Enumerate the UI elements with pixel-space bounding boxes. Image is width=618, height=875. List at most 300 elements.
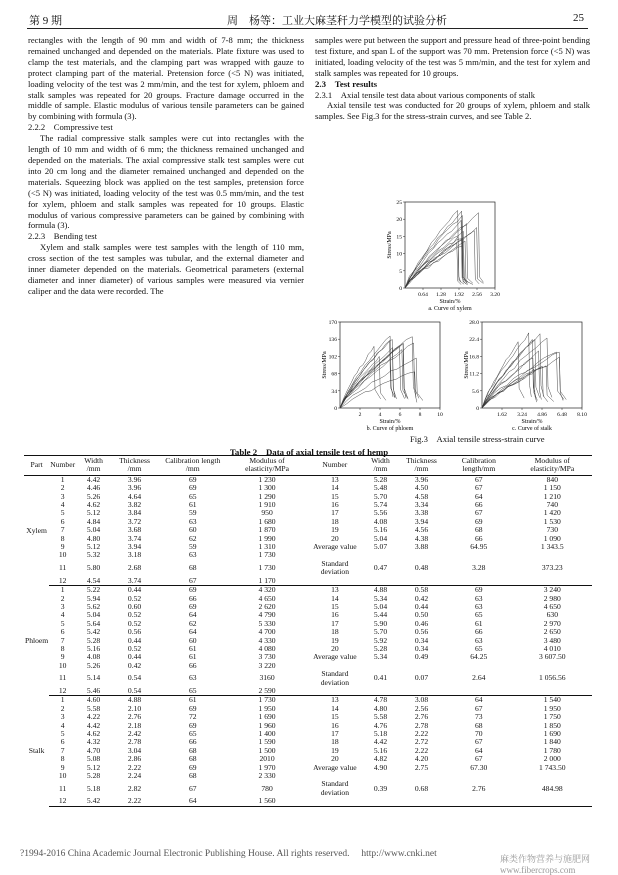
table-cell: 4.60 bbox=[86, 695, 101, 705]
table-cell: 4 320 bbox=[258, 585, 276, 595]
table-cell: 5.28 bbox=[86, 771, 101, 781]
table-row bbox=[24, 501, 592, 509]
table-cell: 4 790 bbox=[258, 610, 276, 620]
table-cell: 1 bbox=[60, 585, 65, 595]
table-cell: 67.30 bbox=[470, 762, 488, 772]
table-cell: 12 bbox=[49, 687, 76, 696]
table-cell bbox=[513, 797, 592, 806]
column-header: Number bbox=[307, 456, 363, 476]
table-cell: 780 bbox=[261, 783, 273, 793]
table-cell: 5.34 bbox=[373, 652, 388, 662]
table-cell: 69 bbox=[475, 585, 483, 595]
table-cell: 9 bbox=[60, 652, 65, 662]
table-cell: 61 bbox=[188, 695, 197, 705]
table-cell: 1 950 bbox=[543, 703, 561, 713]
table-cell: 3.88 bbox=[414, 542, 429, 552]
table-cell: 16 bbox=[331, 720, 339, 730]
table-cell: 63 bbox=[188, 516, 197, 526]
table-cell: 4.58 bbox=[414, 491, 429, 501]
table-cell: 4.20 bbox=[414, 754, 429, 764]
table-cell: 5.04 bbox=[373, 533, 388, 543]
figure-caption: Fig.3 Axial tensile stress-strain curve bbox=[410, 434, 545, 444]
x-tick-label: 6 bbox=[398, 412, 402, 418]
x-tick-label: 6.48 bbox=[557, 412, 567, 418]
table-cell: 69 bbox=[188, 720, 197, 730]
table-cell: 4 080 bbox=[258, 643, 276, 653]
table-cell: 63 bbox=[475, 593, 483, 603]
y-tick-label: 16.8 bbox=[469, 354, 479, 361]
table-cell: 3.04 bbox=[127, 745, 142, 755]
part-label: Stalk bbox=[28, 745, 45, 755]
table-cell: 1 730 bbox=[258, 550, 276, 560]
plot-frame bbox=[482, 322, 582, 408]
table-cell bbox=[307, 797, 363, 806]
table-cell: 67 bbox=[475, 737, 483, 747]
table-cell: 5 bbox=[60, 729, 65, 738]
table-cell: 3.96 bbox=[127, 483, 142, 493]
table-cell: 4 bbox=[60, 720, 65, 730]
table-cell: 0.58 bbox=[414, 585, 429, 595]
table-cell: 19 bbox=[331, 635, 339, 645]
table-cell: 3.74 bbox=[127, 533, 142, 543]
plot-frame bbox=[405, 202, 495, 288]
table-cell: 64 bbox=[475, 491, 483, 501]
table-cell: 5.16 bbox=[373, 745, 388, 755]
stress-strain-curve bbox=[482, 358, 537, 408]
table-cell: 8 bbox=[60, 754, 65, 764]
table-row bbox=[24, 509, 592, 517]
table-cell: 1 750 bbox=[543, 712, 561, 722]
column-header: Modulus of elasticity/MPa bbox=[227, 456, 306, 476]
x-tick-label: 2 bbox=[358, 412, 362, 418]
table-cell: 0.46 bbox=[414, 618, 429, 628]
table-cell: 2.24 bbox=[127, 771, 142, 781]
table-cell: 2.76 bbox=[127, 712, 142, 722]
table-cell: 950 bbox=[261, 508, 273, 518]
table-cell: 1 970 bbox=[258, 762, 276, 772]
table-cell: 69 bbox=[188, 483, 197, 493]
table-cell: 5.44 bbox=[373, 610, 388, 620]
table-cell: 10 bbox=[58, 660, 67, 670]
table-cell bbox=[445, 551, 513, 559]
column-header: Modulus of elasticity/MPa bbox=[513, 456, 592, 476]
table-row bbox=[24, 493, 592, 501]
table-cell: 2.22 bbox=[111, 797, 158, 806]
table-row bbox=[24, 722, 592, 730]
table-cell: 66 bbox=[188, 593, 197, 603]
column-header: Width /mm bbox=[76, 456, 111, 476]
section-heading: 2.3 Test results bbox=[315, 78, 378, 89]
table-cell: 64 bbox=[188, 610, 197, 620]
table-cell: 3.96 bbox=[127, 474, 142, 484]
table-cell: 2.22 bbox=[127, 762, 142, 772]
panel-b-phloem bbox=[322, 320, 443, 432]
table-cell: 69 bbox=[188, 585, 197, 595]
table-cell: 2 980 bbox=[543, 593, 561, 603]
table-row bbox=[24, 780, 592, 797]
table-cell: 63 bbox=[475, 601, 483, 611]
table-cell: 0.52 bbox=[127, 618, 142, 628]
y-axis-label: Stress/MPa bbox=[387, 231, 393, 259]
table-cell: 3 220 bbox=[258, 660, 276, 670]
table-cell: 59 bbox=[188, 508, 197, 518]
table-cell: 0.42 bbox=[414, 593, 429, 603]
table-row bbox=[24, 560, 592, 577]
table-cell: 2.18 bbox=[127, 720, 142, 730]
table-cell: 66 bbox=[475, 627, 483, 637]
table-cell: 1 950 bbox=[258, 703, 276, 713]
table-cell: 4.78 bbox=[373, 695, 388, 705]
table-cell: 3.28 bbox=[472, 563, 486, 573]
x-axis-label: Strain/% bbox=[379, 419, 401, 425]
table-cell: 1 960 bbox=[258, 720, 276, 730]
paragraph: samples were put between the support and pressure head of three-point bending test fixture, and span L of the support was 70 mm. Pretension force (<5 N) was initiated, loading velocity of the test was 5 mm/min, and the test for xylem and stalk samples was repeated for 10 groups. bbox=[315, 35, 590, 78]
table-cell: 1 170 bbox=[227, 577, 306, 586]
table-cell: 3 bbox=[60, 491, 65, 501]
table-cell: 5.04 bbox=[86, 610, 101, 620]
table-cell: 64 bbox=[158, 797, 227, 806]
table-cell: 1 840 bbox=[543, 737, 561, 747]
table-row bbox=[24, 535, 592, 543]
table-cell: Standard deviation bbox=[320, 558, 349, 577]
table-cell: 67 bbox=[475, 474, 483, 484]
column-header: Width /mm bbox=[363, 456, 398, 476]
table-cell: 0.39 bbox=[373, 783, 388, 793]
table-cell: 5.26 bbox=[86, 491, 101, 501]
table-cell: 19 bbox=[331, 525, 339, 535]
y-tick-label: 34 bbox=[331, 388, 337, 395]
table-cell: 1 090 bbox=[543, 533, 561, 543]
x-tick-label: 4.86 bbox=[537, 412, 547, 418]
table-cell: 3.74 bbox=[111, 577, 158, 586]
stress-strain-curve bbox=[340, 343, 408, 408]
table-cell: 4.42 bbox=[373, 737, 388, 747]
table-cell: 5.32 bbox=[86, 550, 101, 560]
table-cell: 5.18 bbox=[373, 729, 388, 738]
table-cell: 7 bbox=[60, 745, 65, 755]
table-cell: 11 bbox=[59, 673, 67, 683]
table-cell: 2 620 bbox=[258, 601, 276, 611]
table-cell: 2 000 bbox=[543, 754, 561, 764]
table-cell: 61 bbox=[188, 500, 197, 510]
stress-strain-curve bbox=[340, 339, 395, 408]
table-cell: 64 bbox=[188, 627, 197, 637]
x-tick-label: 3.24 bbox=[517, 412, 527, 418]
table-cell: 1 690 bbox=[258, 712, 276, 722]
table-cell: 1 530 bbox=[543, 516, 561, 526]
table-cell: 1 780 bbox=[543, 745, 561, 755]
page-number: 25 bbox=[573, 12, 584, 24]
table-cell: 5.14 bbox=[86, 673, 101, 683]
table-cell: 0.47 bbox=[373, 563, 388, 573]
table-cell: 64.95 bbox=[470, 542, 488, 552]
table-row bbox=[24, 475, 592, 484]
table-cell: 2.68 bbox=[127, 563, 142, 573]
table-cell: 61 bbox=[475, 618, 483, 628]
table-cell: 2 bbox=[60, 703, 65, 713]
table-cell: 0.52 bbox=[127, 610, 142, 620]
table-cell: 10 bbox=[58, 550, 67, 560]
table-cell: 1 730 bbox=[258, 695, 276, 705]
table-cell: 1 290 bbox=[258, 491, 276, 501]
table-cell: 17 bbox=[331, 729, 339, 738]
table-cell: 68 bbox=[188, 771, 197, 781]
table-cell: 5.42 bbox=[86, 627, 101, 637]
table-cell: 1 730 bbox=[258, 563, 276, 573]
table-cell: 5.80 bbox=[86, 563, 101, 573]
y-axis-label: Stress/MPa bbox=[322, 351, 328, 379]
table-cell: 3.34 bbox=[414, 500, 429, 510]
table-cell: 14 bbox=[331, 593, 339, 603]
table-row bbox=[24, 526, 592, 534]
table-cell: 64.25 bbox=[470, 652, 488, 662]
table-cell: 0.44 bbox=[127, 585, 142, 595]
table-cell: 13 bbox=[331, 695, 339, 705]
table-cell: 69 bbox=[475, 516, 483, 526]
table-row bbox=[24, 696, 592, 705]
table-cell: 0.68 bbox=[414, 783, 429, 793]
table-cell: 62 bbox=[188, 533, 197, 543]
y-tick-label: 0 bbox=[399, 286, 402, 292]
table-cell: 72 bbox=[188, 712, 197, 722]
table-cell: 373.23 bbox=[541, 563, 563, 573]
table-cell bbox=[363, 662, 398, 670]
table-cell: 66 bbox=[188, 737, 197, 747]
table-cell: 12 bbox=[49, 797, 76, 806]
table-cell: 3.18 bbox=[127, 550, 142, 560]
table-cell: 68 bbox=[188, 745, 197, 755]
table-cell: 5.28 bbox=[373, 643, 388, 653]
y-tick-label: 10 bbox=[396, 251, 402, 258]
x-tick-label: 8 bbox=[418, 412, 422, 418]
table-cell: 5.90 bbox=[373, 618, 388, 628]
y-tick-label: 28.0 bbox=[469, 320, 479, 326]
y-tick-label: 20 bbox=[396, 217, 402, 224]
stress-strain-curve bbox=[340, 343, 419, 408]
x-tick-label: 8.10 bbox=[577, 412, 587, 418]
table-row bbox=[24, 747, 592, 755]
table-cell: 5.04 bbox=[373, 601, 388, 611]
table-cell: 3 bbox=[60, 712, 65, 722]
table-cell: 0.50 bbox=[414, 610, 429, 620]
y-tick-label: 22.4 bbox=[469, 337, 479, 344]
table-cell: 17 bbox=[331, 618, 339, 628]
column-header: Number bbox=[49, 456, 76, 476]
table-cell: 15 bbox=[331, 601, 339, 611]
table-cell: 66 bbox=[188, 660, 197, 670]
table-row bbox=[24, 637, 592, 645]
table-cell: 4 650 bbox=[543, 601, 561, 611]
table-cell: 3.68 bbox=[127, 525, 142, 535]
copyright-footer: ?1994-2016 China Academic Journal Electronic Publishing House. All rights reserved. http://www.cnki.net bbox=[20, 849, 437, 859]
watermark: 麻类作物营养与施肥网 www.fibercrops.com bbox=[500, 854, 591, 875]
table-cell: 1 690 bbox=[543, 729, 561, 738]
table-cell: 69 bbox=[188, 474, 197, 484]
table-cell: 1 343.5 bbox=[540, 542, 564, 552]
table-cell: 19 bbox=[331, 745, 339, 755]
table-cell: 4 bbox=[60, 500, 65, 510]
table-cell: 3 480 bbox=[543, 635, 561, 645]
table-header-row bbox=[24, 456, 592, 476]
table-cell: 4.42 bbox=[86, 474, 101, 484]
paragraph: rectangles with the length of 90 mm and width of 7-8 mm; the thickness remained unchanged and depended on the materials. Plate fixture was used to clamp the test materials, and the clamping part was wrapped with gauze to protect clamping part of the material. Pretension force (<5 N) was initiated, loading velocity of the test was 2 mm/min, and the test for xylem, phloem and stalk samples was repeated for 20 groups. Fracture damage occurred in the middle of sample. Elastic modulus of various tensile parameters can be gained by combining with formula (3). bbox=[28, 35, 304, 122]
x-tick-label: 1.62 bbox=[497, 412, 507, 418]
table-cell: 840 bbox=[546, 474, 558, 484]
table-cell: 5.46 bbox=[76, 687, 111, 696]
table-cell: 16 bbox=[331, 500, 339, 510]
table-cell: 5.56 bbox=[373, 508, 388, 518]
table-cell: 5.42 bbox=[76, 797, 111, 806]
table-cell: 2.86 bbox=[127, 754, 142, 764]
table-cell: 0.48 bbox=[414, 563, 429, 573]
table-cell: 2.72 bbox=[414, 737, 429, 747]
table-cell: 0.49 bbox=[414, 652, 429, 662]
table-cell: 2 bbox=[60, 483, 65, 493]
table-cell: 5 330 bbox=[258, 618, 276, 628]
table-cell: 8 bbox=[60, 643, 65, 653]
table-row bbox=[24, 653, 592, 661]
table-cell bbox=[513, 551, 592, 559]
table-cell: 18 bbox=[331, 737, 339, 747]
table-cell: 4.88 bbox=[127, 695, 142, 705]
table-row bbox=[24, 730, 592, 738]
table-cell: 0.56 bbox=[127, 627, 142, 637]
table-cell: 65 bbox=[188, 729, 197, 738]
table-cell: 4.82 bbox=[373, 754, 388, 764]
table-cell: 3 240 bbox=[543, 585, 561, 595]
table-cell: 3.38 bbox=[414, 508, 429, 518]
table-cell: 4 bbox=[60, 610, 65, 620]
table-cell: 730 bbox=[546, 525, 558, 535]
table-cell: 1 910 bbox=[258, 500, 276, 510]
x-tick-label: 4 bbox=[378, 412, 382, 418]
table-cell: 5.28 bbox=[373, 474, 388, 484]
table-cell: 20 bbox=[331, 643, 339, 653]
table-row bbox=[24, 713, 592, 721]
x-tick-label: 1.28 bbox=[436, 292, 446, 298]
paragraph: Axial tensile test was conducted for 20 groups of xylem, phloem and stalk samples. See Fig.3 for the stress-strain curves, and see Table 2. bbox=[315, 100, 590, 122]
table-cell: 20 bbox=[331, 754, 339, 764]
table-row bbox=[24, 687, 592, 696]
table-cell: 5.34 bbox=[373, 593, 388, 603]
table-cell: 1 420 bbox=[543, 508, 561, 518]
table-cell: 15 bbox=[331, 712, 339, 722]
table-row bbox=[24, 620, 592, 628]
table-cell: 13 bbox=[331, 474, 339, 484]
table-cell: 18 bbox=[331, 516, 339, 526]
table-cell: 5.58 bbox=[86, 703, 101, 713]
table-cell: 6 bbox=[60, 737, 65, 747]
table-cell: 5.64 bbox=[86, 618, 101, 628]
table-row bbox=[24, 662, 592, 670]
table-cell: 64 bbox=[475, 695, 483, 705]
table-cell: 5.04 bbox=[86, 525, 101, 535]
column-header: Thickness /mm bbox=[398, 456, 445, 476]
table-cell bbox=[445, 662, 513, 670]
table-cell: 5.07 bbox=[373, 542, 388, 552]
table-cell: 3.08 bbox=[414, 695, 429, 705]
table-cell: 0.44 bbox=[127, 652, 142, 662]
table-row bbox=[24, 577, 592, 586]
table-cell: 5.12 bbox=[86, 762, 101, 772]
table-cell: 4 010 bbox=[543, 643, 561, 653]
x-tick-label: 10 bbox=[437, 412, 443, 418]
table-cell: 67 bbox=[475, 754, 483, 764]
section-heading: 2.2.3 Bending test bbox=[28, 231, 97, 242]
table-cell: 1 590 bbox=[258, 737, 276, 747]
panel-a-xylem bbox=[387, 200, 500, 312]
table-row bbox=[24, 603, 592, 611]
stress-strain-curve bbox=[340, 337, 416, 408]
table-caption: Table 2 Data of axial tensile test of hemp bbox=[229, 447, 389, 457]
table-cell: 5.70 bbox=[373, 627, 388, 637]
stress-strain-curve bbox=[482, 357, 563, 408]
table-cell bbox=[398, 797, 445, 806]
table-cell: 2.22 bbox=[414, 729, 429, 738]
table-cell: 63 bbox=[188, 550, 197, 560]
table-cell: 5.18 bbox=[86, 783, 101, 793]
table-cell: 0.07 bbox=[414, 673, 429, 683]
table-cell: 0.60 bbox=[127, 601, 142, 611]
table-cell: 4.62 bbox=[86, 729, 101, 738]
table-cell: 4.88 bbox=[373, 585, 388, 595]
table-cell: 0.44 bbox=[127, 635, 142, 645]
y-tick-label: 68 bbox=[331, 371, 337, 378]
table-cell: 4.38 bbox=[414, 533, 429, 543]
table-cell: 4.32 bbox=[86, 737, 101, 747]
table-row bbox=[24, 586, 592, 595]
y-tick-label: 25 bbox=[396, 200, 402, 206]
table-cell: 2 970 bbox=[543, 618, 561, 628]
table-row bbox=[24, 518, 592, 526]
table-cell: 4.62 bbox=[86, 500, 101, 510]
table-cell: 3160 bbox=[259, 673, 275, 683]
table-cell: 5.62 bbox=[86, 601, 101, 611]
table-cell: 2 650 bbox=[543, 627, 561, 637]
table-row bbox=[24, 543, 592, 551]
table-cell: 1 990 bbox=[258, 533, 276, 543]
table-cell: Standard deviation bbox=[320, 779, 349, 797]
table-cell: 4.90 bbox=[373, 762, 388, 772]
table-cell: 3.96 bbox=[414, 474, 429, 484]
table-row bbox=[24, 595, 592, 603]
table-cell: 67 bbox=[475, 483, 483, 493]
table-row bbox=[24, 484, 592, 492]
table-cell: 2.64 bbox=[472, 673, 486, 683]
table-cell: 69 bbox=[188, 762, 197, 772]
table-cell: 1 680 bbox=[258, 516, 276, 526]
running-header bbox=[27, 10, 588, 29]
table-cell: 5.94 bbox=[86, 593, 101, 603]
table-cell: 7 bbox=[60, 635, 65, 645]
column-header: Calibration length/mm bbox=[445, 456, 513, 476]
table-cell: 59 bbox=[188, 542, 197, 552]
column-header: Calibration length /mm bbox=[158, 456, 227, 476]
table-cell: 1 743.50 bbox=[539, 762, 566, 772]
part-label: Phloem bbox=[25, 635, 49, 645]
table-cell: 4.56 bbox=[414, 525, 429, 535]
table-cell: Average value bbox=[313, 652, 357, 662]
table-cell bbox=[398, 662, 445, 670]
table-cell: 17 bbox=[331, 508, 339, 518]
table-cell: 67 bbox=[475, 508, 483, 518]
table-cell: 4.64 bbox=[127, 491, 142, 501]
table-cell: 740 bbox=[546, 500, 558, 510]
table-cell: 4.08 bbox=[86, 652, 101, 662]
section-heading: 2.2.2 Compressive test bbox=[28, 122, 113, 133]
table-cell bbox=[398, 772, 445, 780]
table-cell bbox=[445, 797, 513, 806]
